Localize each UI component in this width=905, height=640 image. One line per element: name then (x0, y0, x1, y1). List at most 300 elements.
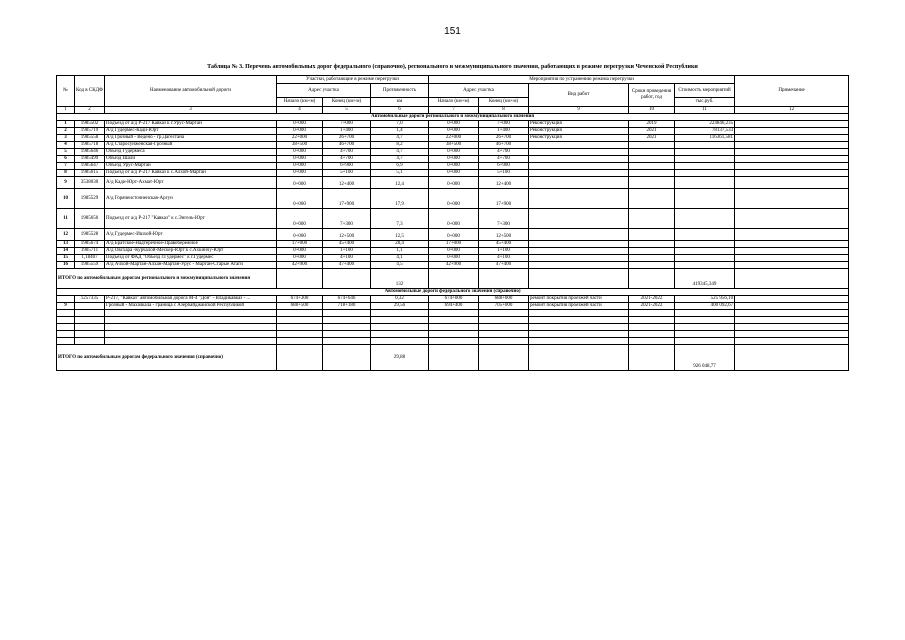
empty-cell (75, 324, 105, 331)
road-name: Р-217, "Кавказ" автомобильная дорога М-4 "Дон" - Владикавказ - ... (105, 296, 277, 303)
work-type (529, 156, 629, 163)
road-code: 1985719 (75, 128, 105, 135)
measure-start-km: 0+000 (429, 209, 479, 229)
empty-cell (57, 338, 75, 345)
regional-total-length: 132 (371, 269, 429, 289)
start-km: 22+000 (277, 135, 323, 142)
measure-end-km: 1+100 (479, 248, 529, 255)
note (735, 303, 849, 310)
empty-cell (371, 331, 429, 338)
row-number: 7 (57, 163, 75, 170)
empty-cell (429, 331, 479, 338)
row-number: 3 (57, 135, 75, 142)
end-km: 17+900 (323, 189, 371, 209)
empty-cell (675, 310, 735, 317)
header-measure-start: Начало (км+м) (429, 98, 479, 107)
measure-start-km: 694+400 (429, 303, 479, 310)
measure-end-km: 1+400 (479, 128, 529, 135)
road-code: 1985558 (75, 135, 105, 142)
measure-end-km: 47+400 (479, 262, 529, 269)
work-year: 2021 (629, 128, 675, 135)
empty-cell (529, 331, 629, 338)
length-km: 7,3 (371, 209, 429, 229)
work-type (529, 149, 629, 156)
header-deadline: Сроки проведения работ, год (629, 84, 675, 107)
work-year: 2021 (629, 135, 675, 142)
empty-row (57, 331, 849, 338)
work-cost: 78137,533 (675, 128, 735, 135)
empty-cell (529, 338, 629, 345)
note (735, 163, 849, 170)
work-type (529, 229, 629, 241)
header-km: км (371, 98, 429, 107)
work-year: 2021-2022 (629, 296, 675, 303)
measure-start-km: 0+000 (429, 255, 479, 262)
end-km: 5+100 (323, 170, 371, 177)
empty-cell (105, 310, 277, 317)
federal-total-label: ИТОГО по автомобильным дорогам федерального значения (справочно) (57, 345, 277, 371)
table-row (57, 177, 849, 189)
work-cost (675, 262, 735, 269)
work-cost: 116361,581 (675, 135, 735, 142)
row-number: 6 (57, 156, 75, 163)
table-row (57, 248, 849, 255)
road-code: 1985674 (75, 241, 105, 248)
measure-end-km: 4+700 (479, 149, 529, 156)
measure-end-km: 4+100 (479, 255, 529, 262)
table-row (57, 149, 849, 156)
end-km: 7+000 (323, 121, 371, 128)
empty-cell (735, 310, 849, 317)
length-km: 29,56 (371, 303, 429, 310)
work-year: 2021-2022 (629, 303, 675, 310)
measure-end-km: 45+400 (479, 241, 529, 248)
work-year (629, 156, 675, 163)
empty-cell (277, 345, 323, 371)
work-cost (675, 248, 735, 255)
work-type (529, 248, 629, 255)
empty-cell (371, 338, 429, 345)
empty-cell (735, 324, 849, 331)
road-code: 1985647 (75, 163, 105, 170)
work-cost: 525 956,10 (675, 296, 735, 303)
length-km: 4,5 (371, 262, 429, 269)
empty-row (57, 324, 849, 331)
row-number: 14 (57, 248, 75, 255)
measure-start-km: 42+900 (429, 262, 479, 269)
measure-end-km: 6+900 (479, 163, 529, 170)
table-header (57, 76, 849, 114)
empty-cell (529, 269, 629, 289)
road-code: 1985529 (75, 189, 105, 209)
empty-cell (277, 324, 323, 331)
row-number: 1 (57, 121, 75, 128)
table-row (57, 255, 849, 262)
work-cost (675, 156, 735, 163)
road-name: Подъезд от а/д Р-217 Кавказ к с.Алхой-Мартан (105, 170, 277, 177)
note (735, 209, 849, 229)
road-code: 1985650 (75, 209, 105, 229)
work-cost: 400 092,67 (675, 303, 735, 310)
table-row (57, 142, 849, 149)
empty-cell (323, 317, 371, 324)
empty-cell (479, 331, 529, 338)
end-km: 718+180 (323, 303, 371, 310)
row-number: 10 (57, 189, 75, 209)
header-note: Примечание (735, 76, 849, 107)
row-number: 11 (57, 209, 75, 229)
empty-cell (735, 269, 849, 289)
measure-start-km: 0+000 (429, 149, 479, 156)
empty-cell (675, 331, 735, 338)
empty-cell (429, 345, 479, 371)
end-km: 1+100 (323, 248, 371, 255)
empty-cell (675, 338, 735, 345)
end-km: 674+646 (323, 296, 371, 303)
overload-roads-table (56, 75, 849, 371)
empty-cell (675, 324, 735, 331)
measure-end-km: 17+900 (479, 189, 529, 209)
road-name: А/д Грозный - Ведено - гр.Дагестана (105, 135, 277, 142)
length-km: 17,9 (371, 189, 429, 209)
road-name: Подъезд от ФАД "Объезд г.Гудермес" к г.Гудермес (105, 255, 277, 262)
work-cost: 224846,235 (675, 121, 735, 128)
length-km: 1,1 (371, 248, 429, 255)
road-name: Подъезд от а/д Р-217 Кавказ к г.Урус-Мартан (105, 121, 277, 128)
measure-end-km: 5+100 (479, 170, 529, 177)
work-cost (675, 177, 735, 189)
empty-cell (105, 331, 277, 338)
empty-cell (75, 310, 105, 317)
empty-row (57, 317, 849, 324)
col-number: 10 (629, 107, 675, 114)
document-title: Таблица № 3. Перечень автомобильных дорог федерального (справочно), регионального и межмуниципального значения, работающих в режиме перегрузки Чеченской Республики (207, 64, 698, 70)
empty-row (57, 310, 849, 317)
work-cost (675, 170, 735, 177)
start-km: 0+000 (277, 128, 323, 135)
federal-roads-body (57, 289, 849, 345)
empty-cell (371, 317, 429, 324)
empty-cell (479, 324, 529, 331)
col-number: 2 (75, 107, 105, 114)
note (735, 189, 849, 209)
note (735, 142, 849, 149)
empty-cell (323, 310, 371, 317)
work-type (529, 142, 629, 149)
work-type (529, 163, 629, 170)
start-km: 0+000 (277, 121, 323, 128)
empty-cell (429, 317, 479, 324)
col-number: 6 (371, 107, 429, 114)
table-row (57, 209, 849, 229)
header-measures: Мероприятия по устранению режима перегрузки (429, 76, 735, 84)
road-code: 1985646 (75, 149, 105, 156)
federal-total-row (57, 345, 849, 371)
note (735, 128, 849, 135)
row-number: 4 (57, 142, 75, 149)
table-row (57, 121, 849, 128)
start-km: 0+000 (277, 209, 323, 229)
header-work-type: Вид работ (529, 84, 629, 107)
road-name: А/д Горячеисточненская-Аргун (105, 189, 277, 209)
page-number: 151 (444, 26, 461, 37)
work-year (629, 163, 675, 170)
empty-cell (277, 338, 323, 345)
header-road-name: Наименование автомобильной дороги (105, 76, 277, 107)
header-cost-unit: тыс.руб. (675, 98, 735, 107)
row-number: 16 (57, 262, 75, 269)
length-km: 6,9 (371, 163, 429, 170)
table-row (57, 241, 849, 248)
end-km: 47+400 (323, 262, 371, 269)
work-cost (675, 163, 735, 170)
row-number: 9 (57, 303, 75, 310)
header-overload-sections: Участки, работающие в режиме перегрузки (277, 76, 429, 84)
empty-cell (323, 331, 371, 338)
column-number-row (57, 107, 849, 114)
end-km: 4+100 (323, 255, 371, 262)
end-km: 6+900 (323, 163, 371, 170)
row-number (57, 296, 75, 303)
col-number: 5 (323, 107, 371, 114)
row-number: 8 (57, 170, 75, 177)
note (735, 156, 849, 163)
work-cost (675, 209, 735, 229)
road-name: А/д Ачхой-Мартан-Алхан-Мартан-Урус - Мартан-Старые Атаги (105, 262, 277, 269)
header-measure-address: Адрес участка (429, 84, 529, 98)
work-type (529, 262, 629, 269)
road-name: А/д Кади-Юрт-Ахмат-Юрт (105, 177, 277, 189)
measure-start-km: 17+000 (429, 241, 479, 248)
empty-row (57, 338, 849, 345)
road-name: Подъезд от а/д Р-217 "Кавказ" к с.Энгель-Юрт (105, 209, 277, 229)
empty-cell (735, 338, 849, 345)
regional-total-label: ИТОГО по автомобильным дорогам регионального и межмуниципального значения (57, 269, 277, 289)
work-year (629, 189, 675, 209)
col-number: 1 (57, 107, 75, 114)
header-section-address: Адрес участка (277, 84, 371, 98)
table-row (57, 163, 849, 170)
measure-start-km: 674+000 (429, 296, 479, 303)
work-cost (675, 255, 735, 262)
measure-start-km: 0+000 (429, 121, 479, 128)
table-row (57, 156, 849, 163)
empty-cell (57, 317, 75, 324)
note (735, 121, 849, 128)
empty-cell (735, 331, 849, 338)
federal-total-length: 29,88 (371, 345, 429, 371)
table-row (57, 262, 849, 269)
empty-cell (479, 310, 529, 317)
empty-cell (629, 317, 675, 324)
col-number: 7 (429, 107, 479, 114)
empty-cell (529, 345, 629, 371)
work-type: Реконструкция (529, 128, 629, 135)
empty-cell (371, 324, 429, 331)
empty-cell (529, 310, 629, 317)
start-km: 688+500 (277, 303, 323, 310)
federal-total-body (57, 345, 849, 371)
work-type: ремонт покрытия проезжей части (529, 303, 629, 310)
work-type (529, 170, 629, 177)
work-year: 2019 (629, 121, 675, 128)
empty-cell (429, 310, 479, 317)
empty-cell (75, 338, 105, 345)
start-km: 0+000 (277, 248, 323, 255)
measure-start-km: 0+000 (429, 189, 479, 209)
empty-cell (75, 331, 105, 338)
note (735, 262, 849, 269)
start-km: 0+000 (277, 229, 323, 241)
work-year (629, 170, 675, 177)
road-name: А/д Гудермес-Ишхой-Юрт (105, 229, 277, 241)
work-cost (675, 229, 735, 241)
empty-cell (57, 331, 75, 338)
start-km: 17+000 (277, 241, 323, 248)
empty-cell (105, 324, 277, 331)
work-cost (675, 142, 735, 149)
header-length: Протяженность (371, 84, 429, 98)
table-row (57, 189, 849, 209)
end-km: 26+700 (323, 135, 371, 142)
table-row (57, 170, 849, 177)
table-row (57, 296, 849, 303)
work-type (529, 255, 629, 262)
section-title-federal: Автомобильные дороги федерального значения (справочно) (57, 289, 849, 296)
measure-start-km: 0+000 (429, 248, 479, 255)
road-name: Грозный - Махачкала - граница с Азербайджанской Республикой (105, 303, 277, 310)
empty-cell (735, 345, 849, 371)
length-km: 0,32 (371, 296, 429, 303)
col-number: 3 (105, 107, 277, 114)
end-km: 12+500 (323, 229, 371, 241)
work-type (529, 209, 629, 229)
header-end: Конец (км+м) (323, 98, 371, 107)
empty-cell (323, 338, 371, 345)
work-year (629, 248, 675, 255)
empty-cell (629, 269, 675, 289)
work-type (529, 241, 629, 248)
note (735, 229, 849, 241)
section-title-regional: Автомобильные дороги регионального и межмуниципального значения (57, 114, 849, 121)
measure-start-km: 22+000 (429, 135, 479, 142)
road-code (75, 303, 105, 310)
measure-end-km: 12+400 (479, 177, 529, 189)
length-km: 1,4 (371, 128, 429, 135)
row-number: 12 (57, 229, 75, 241)
table-row (57, 229, 849, 241)
end-km: 4+700 (323, 149, 371, 156)
measure-end-km: 46+700 (479, 142, 529, 149)
start-km: 0+000 (277, 163, 323, 170)
empty-cell (57, 324, 75, 331)
table-row (57, 135, 849, 142)
header-cost: Стоимость мероприятий (675, 84, 735, 98)
work-year (629, 149, 675, 156)
row-number: 15 (57, 255, 75, 262)
row-number: 9 (57, 177, 75, 189)
road-name: А/д Братское-Надтеречное-Правобережное (105, 241, 277, 248)
measure-end-km: 688+000 (479, 296, 529, 303)
length-km: 12,5 (371, 229, 429, 241)
note (735, 241, 849, 248)
measure-start-km: 0+000 (429, 229, 479, 241)
row-number: 5 (57, 149, 75, 156)
length-km: 4,7 (371, 135, 429, 142)
road-code: 1985559 (75, 262, 105, 269)
empty-cell (629, 345, 675, 371)
work-cost (675, 149, 735, 156)
note (735, 255, 849, 262)
work-year (629, 209, 675, 229)
col-number: 11 (675, 107, 735, 114)
regional-roads-body (57, 114, 849, 269)
measure-start-km: 0+000 (429, 163, 479, 170)
work-year (629, 241, 675, 248)
measure-end-km: 26+700 (479, 135, 529, 142)
end-km: 4+700 (323, 156, 371, 163)
empty-cell (105, 338, 277, 345)
road-name: Объезд Урус-Мартан (105, 163, 277, 170)
road-code: 1,18407 (75, 255, 105, 262)
empty-cell (429, 338, 479, 345)
empty-cell (529, 317, 629, 324)
empty-cell (629, 338, 675, 345)
empty-cell (479, 345, 529, 371)
work-year (629, 142, 675, 149)
federal-total-cost: 926 048,77 (675, 345, 735, 371)
work-cost (675, 241, 735, 248)
length-km: 28,4 (371, 241, 429, 248)
work-year (629, 229, 675, 241)
work-cost (675, 189, 735, 209)
start-km: 38+500 (277, 142, 323, 149)
length-km: 12,4 (371, 177, 429, 189)
empty-cell (105, 317, 277, 324)
end-km: 45+400 (323, 241, 371, 248)
header-start: Начало (км+м) (277, 98, 323, 107)
measure-start-km: 0+000 (429, 156, 479, 163)
length-km: 4,1 (371, 255, 429, 262)
start-km: 0+000 (277, 156, 323, 163)
measure-end-km: 4+700 (479, 156, 529, 163)
road-code: 1985718 (75, 142, 105, 149)
table-row (57, 303, 849, 310)
end-km: 7+300 (323, 209, 371, 229)
empty-cell (629, 324, 675, 331)
empty-cell (57, 310, 75, 317)
measure-start-km: 0+000 (429, 177, 479, 189)
empty-cell (429, 269, 479, 289)
road-name: А/д Овсхара -Курчалой-Мескер-Юрт к с.Ахкинчу-Юрт (105, 248, 277, 255)
measure-end-km: 12+500 (479, 229, 529, 241)
header-road-code: Код в СКДФ (75, 76, 105, 107)
length-km: 4,7 (371, 149, 429, 156)
empty-cell (429, 324, 479, 331)
work-year (629, 177, 675, 189)
start-km: 0+000 (277, 149, 323, 156)
empty-cell (479, 317, 529, 324)
road-name: Объезд Шали (105, 156, 277, 163)
empty-cell (371, 310, 429, 317)
measure-end-km: 7+000 (479, 121, 529, 128)
road-code: 1985615 (75, 170, 105, 177)
work-type: Реконструкция (529, 121, 629, 128)
work-type (529, 189, 629, 209)
measure-start-km: 0+000 (429, 128, 479, 135)
col-number: 9 (529, 107, 629, 114)
empty-cell (75, 317, 105, 324)
